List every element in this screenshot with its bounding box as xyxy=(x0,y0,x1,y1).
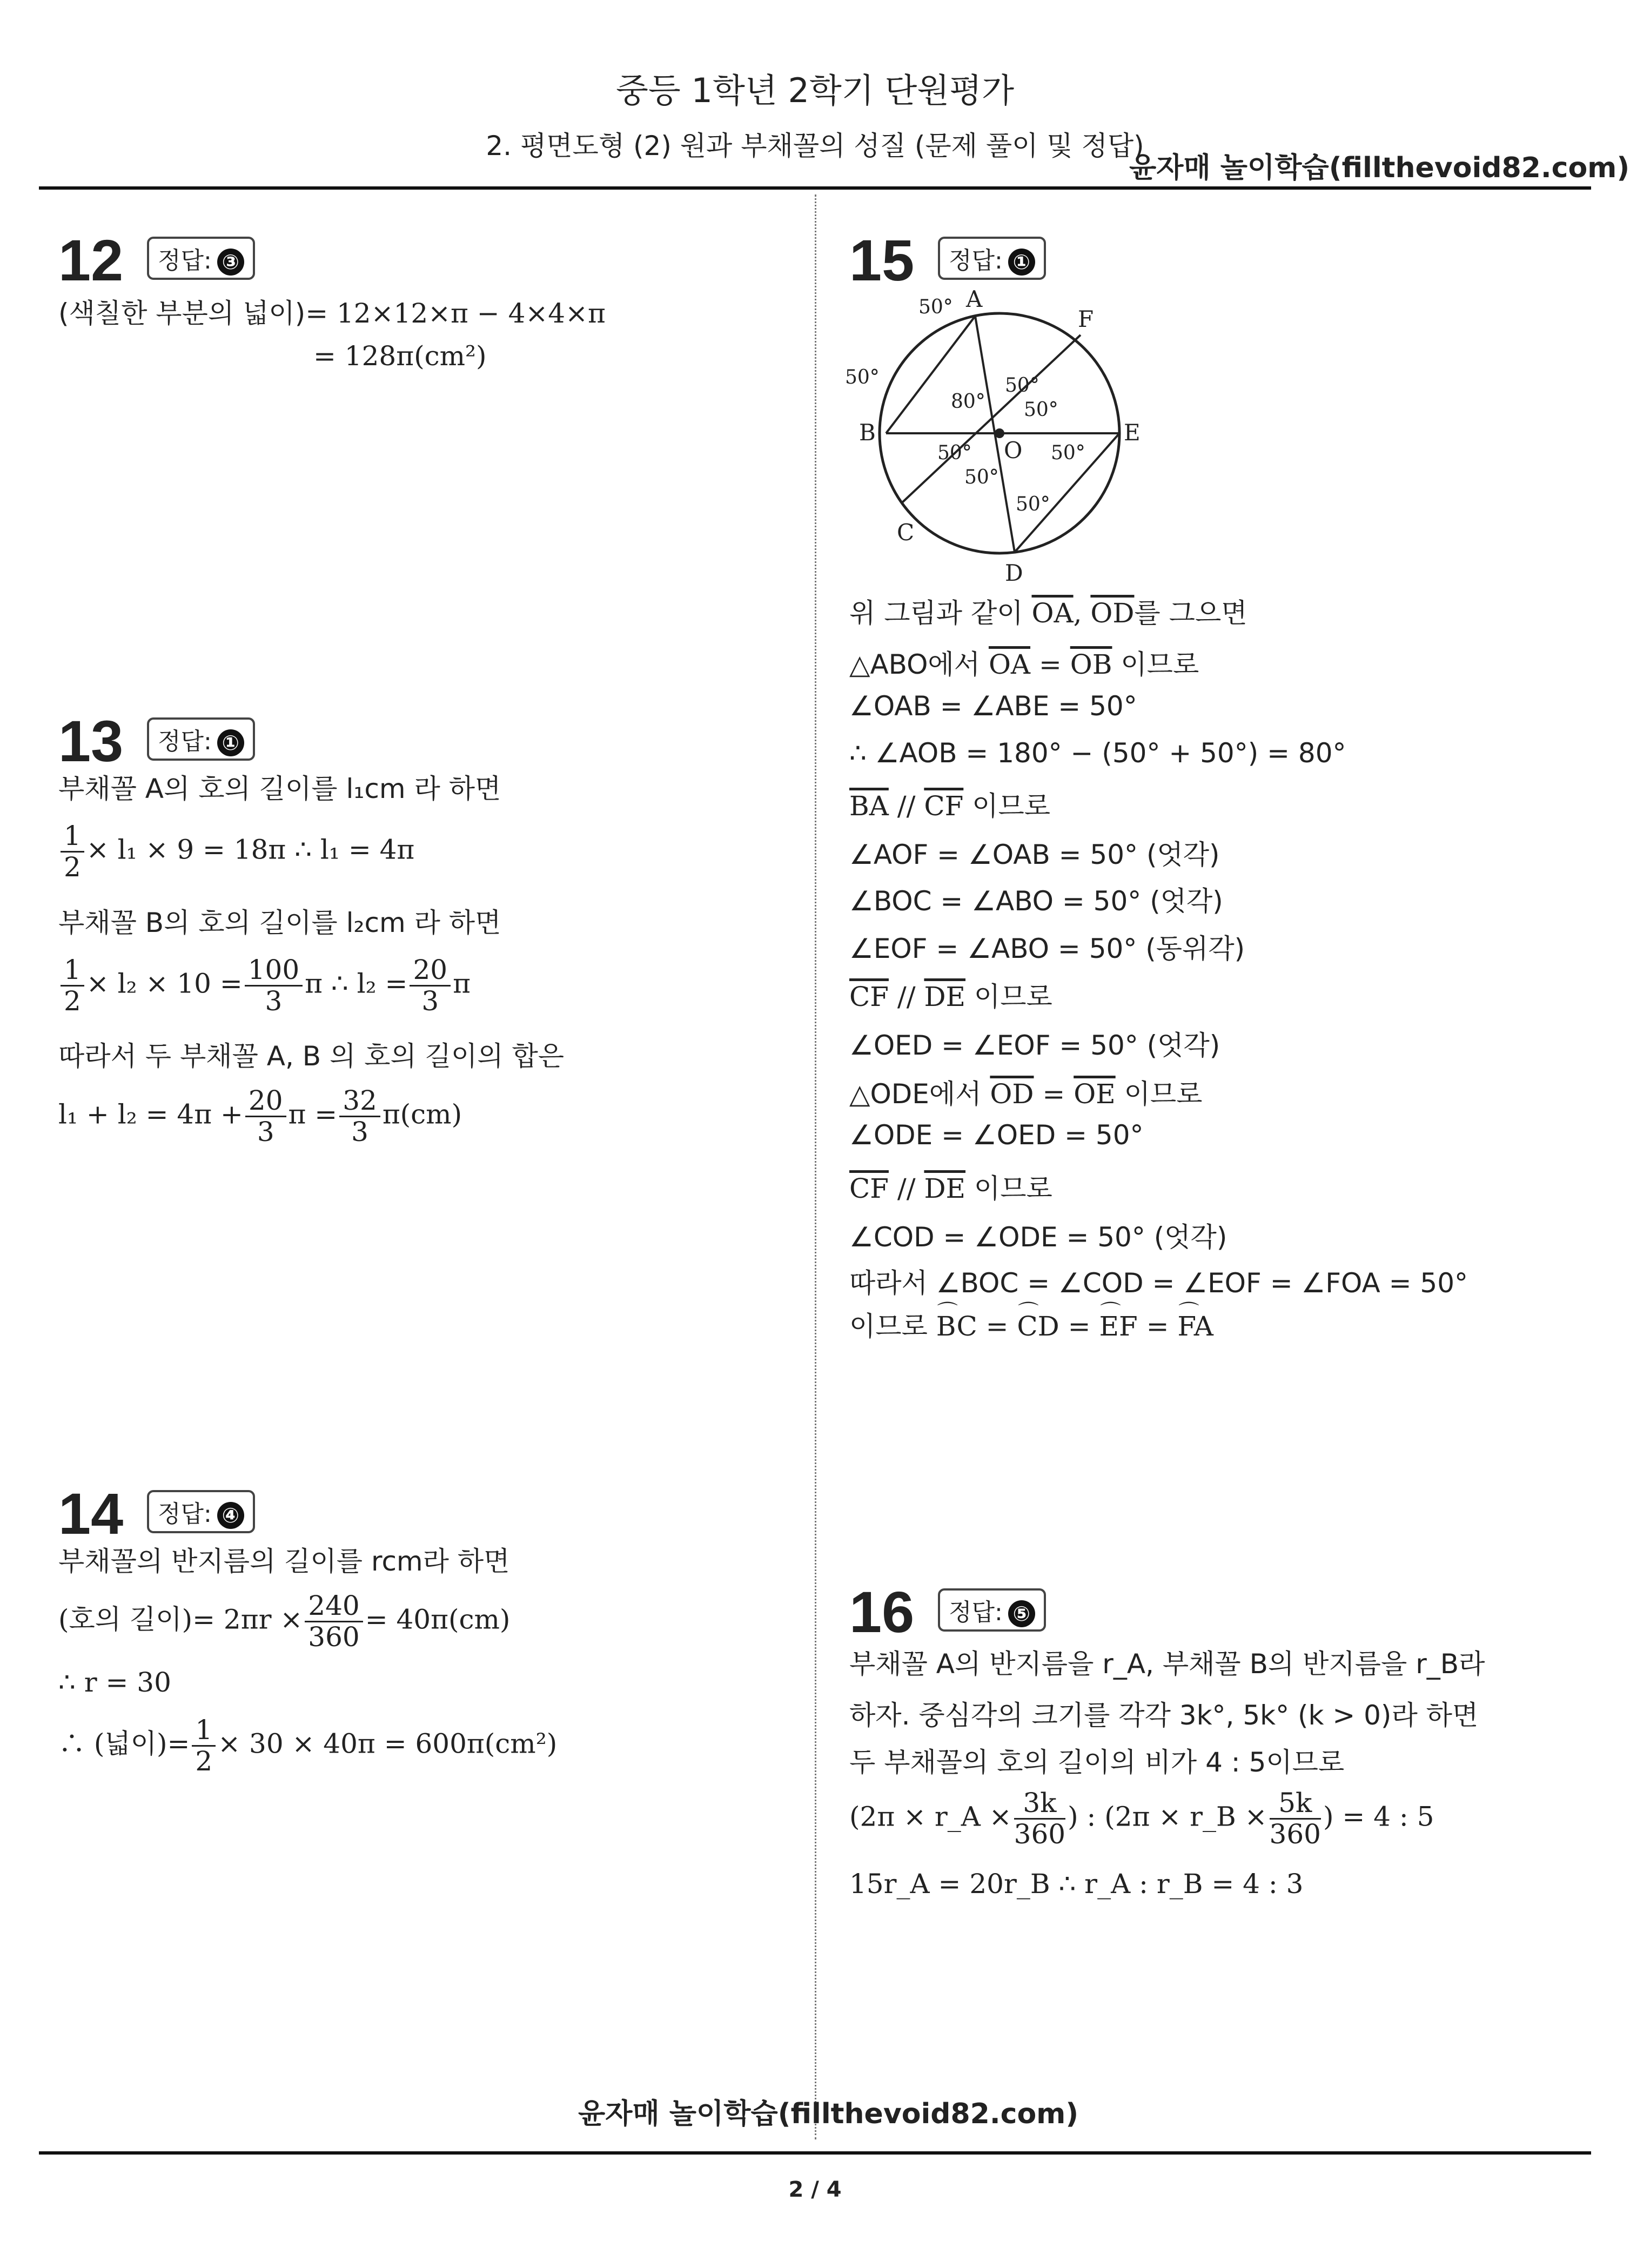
center-point xyxy=(995,428,1004,438)
q13-line-3: 부채꼴 B의 호의 길이를 l₂cm 라 하면 xyxy=(58,907,501,938)
answer-badge-12 xyxy=(147,237,255,280)
text: 위 그림과 같이 xyxy=(849,598,1032,629)
label-b: B xyxy=(859,419,876,446)
header-divider xyxy=(39,186,1591,190)
answer-badge-16 xyxy=(938,1588,1046,1632)
segment-label: $\overline{OD}$ xyxy=(990,1078,1034,1110)
math: ) = 4 : 5 xyxy=(1323,1801,1434,1833)
angle-label: 50° xyxy=(1051,442,1085,464)
math: × l₁ × 9 = 18π ∴ l₁ = 4π xyxy=(86,834,415,865)
q15-line xyxy=(849,690,1137,722)
q15-line xyxy=(849,1119,1144,1151)
den: 360 xyxy=(308,1621,360,1653)
q15-line xyxy=(849,1167,1052,1206)
num: 32 xyxy=(339,1086,380,1117)
num: 240 xyxy=(305,1591,363,1622)
arc: ⌒ CD xyxy=(1017,1311,1059,1342)
text: ∠ODE = ∠OED = 50° xyxy=(849,1119,1144,1151)
q16-line-4 xyxy=(849,1788,1434,1849)
fraction xyxy=(339,1086,380,1147)
text: // xyxy=(888,981,924,1012)
segment-label: $\overline{DE}$ xyxy=(924,981,966,1012)
q16-line-1: 부채꼴 A의 반지름을 r_A, 부채꼴 B의 반지름을 r_B라 xyxy=(849,1648,1485,1680)
label-d: D xyxy=(1005,560,1023,586)
q14-line-2 xyxy=(58,1591,510,1652)
text: ∠OED = ∠EOF = 50° (엇각) xyxy=(849,1030,1220,1061)
q13-line-4 xyxy=(58,955,471,1016)
q14-line-3: ∴ r = 30 xyxy=(58,1667,171,1698)
den: 2 xyxy=(64,851,81,883)
text: , xyxy=(1073,598,1091,629)
answer-badge-13 xyxy=(147,717,255,761)
q15-line xyxy=(849,1072,1202,1111)
den: 3 xyxy=(265,985,283,1017)
answer-choice: ① xyxy=(1008,249,1035,276)
text: ∠AOF = ∠OAB = 50° (엇각) xyxy=(849,839,1220,870)
text: ∴ ∠AOB = 180° − (50° + 50°) = 80° xyxy=(849,737,1346,769)
q16-line-5: 15r_A = 20r_B ∴ r_A : r_B = 4 : 3 xyxy=(849,1868,1304,1900)
q16-line-2: 하자. 중심각의 크기를 각각 3k°, 5k° (k > 0)라 하면 xyxy=(849,1700,1479,1731)
fraction xyxy=(1270,1788,1321,1849)
fraction xyxy=(245,955,303,1016)
fraction xyxy=(192,1715,216,1776)
answer-choice: ④ xyxy=(217,1502,244,1529)
num: 1 xyxy=(61,955,84,987)
q15-line xyxy=(849,784,1050,823)
text: ∠OAB = ∠ABE = 50° xyxy=(849,690,1137,722)
text: (색칠한 부분의 넓이) xyxy=(58,298,306,329)
answer-label: 정답: xyxy=(158,247,212,274)
question-number-13: 13 xyxy=(58,708,124,774)
footer-divider xyxy=(39,2151,1591,2155)
text: ∠BOC = ∠ABO = 50° (엇각) xyxy=(849,885,1223,917)
segment-label: $\overline{OE}$ xyxy=(1074,1078,1116,1110)
answer-label: 정답: xyxy=(949,1599,1003,1626)
den: 360 xyxy=(1269,1819,1321,1850)
label-c: C xyxy=(897,519,915,546)
math: π(cm) xyxy=(382,1098,462,1130)
segment-label: $\overline{CF}$ xyxy=(849,981,889,1012)
text: 이므로 xyxy=(965,981,1052,1012)
num: 20 xyxy=(410,955,451,987)
label-o: O xyxy=(1004,437,1023,464)
den: 360 xyxy=(1014,1819,1066,1850)
angle-label: 50° xyxy=(1005,374,1039,397)
circle-figure xyxy=(843,286,1189,589)
q13-line-6 xyxy=(58,1086,462,1147)
answer-choice: ⑤ xyxy=(1008,1600,1035,1627)
text: = xyxy=(1034,1078,1074,1110)
label-f: F xyxy=(1078,306,1094,332)
question-number-15: 15 xyxy=(849,227,915,293)
question-number-14: 14 xyxy=(58,1481,124,1546)
q15-line xyxy=(849,880,1223,918)
den: 3 xyxy=(421,985,439,1017)
text: = xyxy=(1030,649,1070,680)
text: 이므로 xyxy=(963,790,1051,822)
header-brand: 윤자매 놀이학습(fillthevoid82.com) xyxy=(1129,152,1630,184)
q13-line-5: 따라서 두 부채꼴 A, B 의 호의 길이의 합은 xyxy=(58,1041,565,1072)
den: 2 xyxy=(64,985,81,1017)
text: ∠COD = ∠ODE = 50° (엇각) xyxy=(849,1222,1227,1253)
angle-label: 50° xyxy=(1016,493,1050,515)
q12-line-2: = 128π(cm²) xyxy=(313,340,487,372)
q13-line-1: 부채꼴 A의 호의 길이를 l₁cm 라 하면 xyxy=(58,773,501,804)
angle-label: 50° xyxy=(918,296,953,318)
segment-label: $\overline{BA}$ xyxy=(849,790,889,822)
math: = xyxy=(1137,1311,1178,1342)
text: // xyxy=(888,1173,924,1204)
text: 따라서 ∠BOC = ∠COD = ∠EOF = ∠FOA = 50° xyxy=(849,1267,1468,1299)
num: 1 xyxy=(61,821,84,853)
answer-choice: ① xyxy=(217,729,244,756)
q14-line-4 xyxy=(58,1715,557,1776)
q15-line xyxy=(849,833,1220,872)
math: π ∴ l₂ = xyxy=(305,968,408,999)
page-subtitle: 2. 평면도형 (2) 원과 부채꼴의 성질 (문제 풀이 및 정답) xyxy=(486,130,1144,162)
q15-line xyxy=(849,927,1245,966)
footer-brand: 윤자매 놀이학습(fillthevoid82.com) xyxy=(578,2098,1079,2130)
q15-last-line xyxy=(849,1305,1213,1344)
num: 100 xyxy=(245,955,303,987)
q15-line xyxy=(849,1024,1220,1063)
angle-label: 50° xyxy=(845,366,880,388)
arc: ⌒ FA xyxy=(1177,1311,1213,1342)
question-number-16: 16 xyxy=(849,1579,915,1645)
page-title: 중등 1학년 2학기 단원평가 xyxy=(616,71,1014,110)
math: × 30 × 40π = 600π(cm²) xyxy=(218,1728,558,1760)
math: π xyxy=(453,968,471,999)
segment-label: $\overline{OD}$ xyxy=(1090,598,1135,629)
math: (호의 길이)= 2πr × xyxy=(58,1603,303,1635)
math: π = xyxy=(288,1098,338,1130)
text: 를 그으면 xyxy=(1134,598,1247,629)
q13-line-2 xyxy=(58,821,414,882)
q15-line xyxy=(849,975,1052,1014)
label-e: E xyxy=(1124,419,1141,446)
answer-choice: ③ xyxy=(217,249,244,276)
fraction xyxy=(61,821,84,882)
math: ∴ (넓이)= xyxy=(58,1728,190,1760)
math: × l₂ × 10 = xyxy=(86,968,243,999)
column-divider xyxy=(815,194,816,2139)
q15-line xyxy=(849,643,1199,682)
math: ) : (2π × r_B × xyxy=(1068,1801,1267,1833)
page-number: 2 / 4 xyxy=(788,2177,842,2202)
q15-line xyxy=(849,737,1346,769)
answer-label: 정답: xyxy=(158,728,212,755)
q15-line xyxy=(849,592,1247,630)
num: 20 xyxy=(245,1086,286,1117)
answer-badge-14 xyxy=(147,1490,255,1533)
angle-label: 50° xyxy=(937,442,972,464)
text: 이므로 xyxy=(849,1311,936,1342)
math: l₁ + l₂ = 4π + xyxy=(58,1098,243,1130)
q15-line xyxy=(849,1216,1227,1254)
answer-label: 정답: xyxy=(949,247,1003,274)
label-a: A xyxy=(966,286,983,312)
fraction xyxy=(305,1591,363,1652)
q14-line-1: 부채꼴의 반지름의 길이를 rcm라 하면 xyxy=(58,1546,510,1577)
math: = xyxy=(1059,1311,1099,1342)
segment-label: $\overline{CF}$ xyxy=(924,790,964,822)
fraction xyxy=(1014,1788,1065,1849)
den: 3 xyxy=(351,1116,368,1148)
q12-line-1 xyxy=(58,292,606,331)
answer-badge-15 xyxy=(938,237,1046,280)
fraction xyxy=(245,1086,286,1147)
num: 5k xyxy=(1270,1788,1321,1820)
segment-label: $\overline{CF}$ xyxy=(849,1173,889,1204)
den: 2 xyxy=(195,1746,213,1777)
q16-line-3: 두 부채꼴의 호의 길이의 비가 4 : 5이므로 xyxy=(849,1747,1345,1778)
fraction xyxy=(61,955,84,1016)
den: 3 xyxy=(257,1116,274,1148)
segment-label: $\overline{OA}$ xyxy=(1031,598,1074,629)
text: △ODE에서 xyxy=(849,1078,990,1110)
num: 1 xyxy=(192,1715,216,1747)
text: // xyxy=(888,790,924,822)
arc: ⌒ BC xyxy=(936,1311,977,1342)
text: 이므로 xyxy=(965,1173,1052,1204)
arc: ⌒ EF xyxy=(1099,1311,1137,1342)
num: 3k xyxy=(1014,1788,1065,1820)
segment-label: $\overline{OB}$ xyxy=(1070,649,1112,680)
math: = 12×12×π − 4×4×π xyxy=(305,298,606,329)
q15-line xyxy=(849,1262,1468,1300)
fraction xyxy=(410,955,451,1016)
text: 이므로 xyxy=(1112,649,1199,680)
angle-label: 50° xyxy=(1024,399,1058,421)
math: = 40π(cm) xyxy=(365,1603,511,1635)
answer-label: 정답: xyxy=(158,1500,212,1528)
segment-label: $\overline{OA}$ xyxy=(988,649,1031,680)
text: △ABO에서 xyxy=(849,649,989,680)
math: = xyxy=(977,1311,1017,1342)
text: ∠EOF = ∠ABO = 50° (동위각) xyxy=(849,933,1245,964)
question-number-12: 12 xyxy=(58,227,124,293)
math: (2π × r_A × xyxy=(849,1801,1012,1833)
angle-label: 80° xyxy=(951,391,985,413)
segment-label: $\overline{DE}$ xyxy=(924,1173,966,1204)
angle-label: 50° xyxy=(964,466,999,488)
text: 이므로 xyxy=(1115,1078,1203,1110)
